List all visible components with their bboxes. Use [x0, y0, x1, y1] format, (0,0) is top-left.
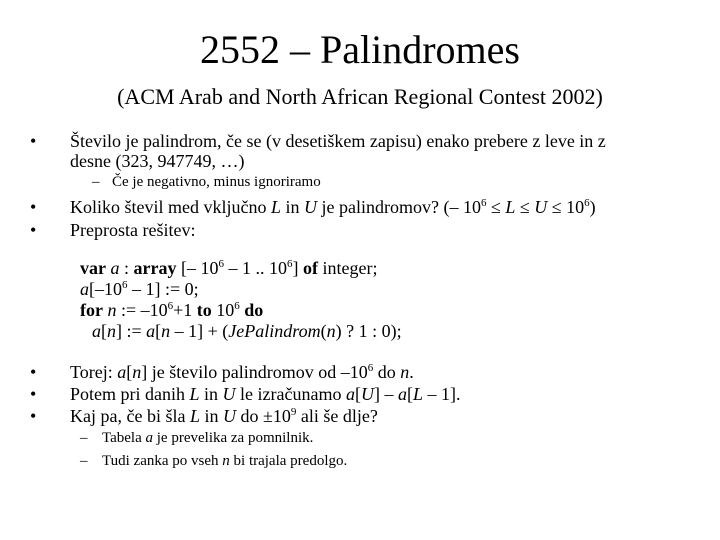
sub-bullet-dash: –	[92, 174, 100, 190]
sub-bullet-dash: –	[80, 453, 88, 469]
sub-bullet-loop: Tudi zanka po vseh n bi trajala predolgo.	[102, 453, 348, 469]
bullet-marker: •	[30, 406, 37, 426]
bullet-text-4: Torej: a[n] je število palindromov od $-10^6$ do n.	[70, 362, 414, 382]
bullet-marker: •	[30, 197, 37, 217]
bullet-marker: •	[30, 362, 37, 382]
bullet-1-line-2: desne (323, 947749, …)	[70, 151, 245, 171]
code-line-2: $a[-10^6 - 1]$ := 0;	[80, 279, 199, 299]
slide-subtitle: (ACM Arab and North African Regional Contest 2002)	[117, 84, 603, 109]
code-line-4: a[n] := a[n – 1] + (JePalindrom(n) ? 1 : 0);	[92, 321, 402, 341]
code-line-3: for n := $-10^6+1$ to $10^6$ do	[80, 300, 264, 320]
sub-bullet-memory: Tabela a je prevelika za pomnilnik.	[102, 430, 314, 446]
slide-title: 2552 – Palindromes	[200, 27, 520, 72]
bullet-text-5: Potem pri danih L in U le izračunamo a[U] – a[L – 1].	[70, 384, 461, 404]
bullet-1-line-1: Število je palindrom, če se (v desetiškem zapisu) enako prebere z leve in z	[70, 131, 606, 151]
code-line-1: var a : array [– $10^6 - 1$ .. $10^6$] of integer;	[80, 258, 378, 278]
bullet-text-1	[70, 131, 710, 171]
bullet-text-3: Preprosta rešitev:	[70, 220, 196, 240]
sub-bullet-negative: Če je negativno, minus ignoriramo	[112, 174, 321, 190]
bullet-text-2: Koliko števil med vključno L in U je palindromov? (– $10^6 \le L \le U \le 10^6$)	[70, 197, 596, 217]
code-block	[80, 258, 402, 342]
bullet-marker: •	[30, 131, 37, 151]
bullet-text-6: Kaj pa, če bi šla L in U do $\pm 10^9$ ali še dlje?	[70, 406, 378, 426]
sub-bullet-dash: –	[80, 430, 88, 446]
bullet-marker: •	[30, 384, 37, 404]
bullet-marker: •	[30, 220, 37, 240]
